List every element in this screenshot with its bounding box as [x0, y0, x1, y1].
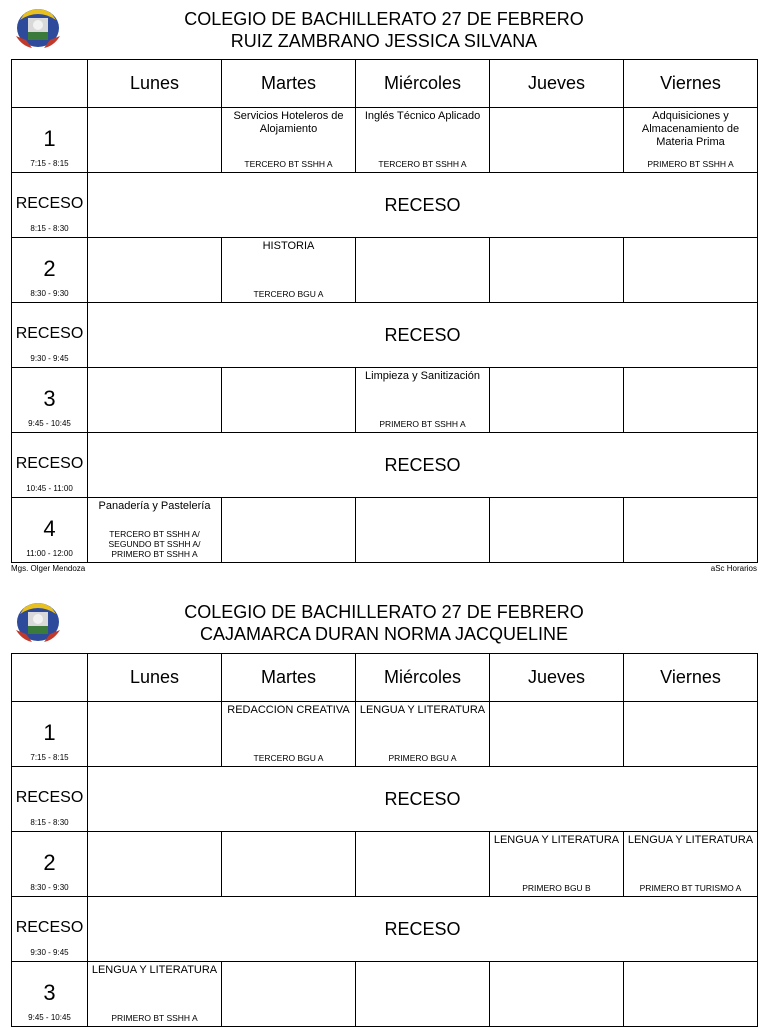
- subject: HISTORIA: [262, 240, 315, 252]
- group: PRIMERO BT TURISMO A: [639, 883, 742, 893]
- subject: Adquisiciones y Almacenamiento de Materia Prima: [641, 110, 740, 148]
- lesson-cell: [222, 368, 356, 433]
- lesson-cell: [624, 962, 758, 1027]
- period-number: 3: [43, 980, 56, 1005]
- day-header-miercoles: Miércoles: [356, 654, 490, 702]
- period-time: 9:45 - 10:45: [28, 1013, 71, 1022]
- period-number: 3: [43, 386, 56, 411]
- lesson-cell: [490, 832, 624, 897]
- subject: Servicios Hoteleros de Alojamiento: [233, 110, 344, 135]
- subject: REDACCION CREATIVA: [227, 704, 350, 716]
- day-header-viernes: Viernes: [624, 60, 758, 108]
- recess-label: RECESO: [15, 919, 84, 936]
- lesson-cell: [356, 498, 490, 563]
- day-header-lunes: Lunes: [88, 60, 222, 108]
- recess-banner: RECESO: [88, 897, 758, 962]
- period-cell: [12, 238, 88, 303]
- period-cell: [12, 108, 88, 173]
- lesson-cell: [356, 108, 490, 173]
- period-time: 7:15 - 8:15: [30, 159, 69, 168]
- subject: LENGUA Y LITERATURA: [627, 834, 754, 846]
- day-header-jueves: Jueves: [490, 60, 624, 108]
- day-header-jueves: Jueves: [490, 654, 624, 702]
- lesson-cell: [490, 498, 624, 563]
- period-number: 2: [43, 850, 56, 875]
- recess-banner: RECESO: [88, 433, 758, 498]
- lesson-cell: [356, 368, 490, 433]
- lesson-cell: [222, 108, 356, 173]
- subject: LENGUA Y LITERATURA: [493, 834, 620, 846]
- recess-banner: RECESO: [88, 303, 758, 368]
- timetable: [11, 59, 758, 563]
- lesson-cell: [88, 108, 222, 173]
- lesson-cell: [624, 702, 758, 767]
- lesson-cell: [222, 832, 356, 897]
- recess-cell: [12, 303, 88, 368]
- lesson-cell: [624, 108, 758, 173]
- teacher-name: CAJAMARCA DURAN NORMA JACQUELINE: [199, 624, 569, 644]
- lesson-cell: [222, 498, 356, 563]
- footer-software: aSc Horarios: [710, 564, 757, 573]
- lesson-cell: [624, 832, 758, 897]
- corner-cell: [12, 60, 88, 108]
- period-time: 7:15 - 8:15: [30, 753, 69, 762]
- period-number: 4: [43, 516, 56, 541]
- lesson-cell: [88, 498, 222, 563]
- lesson-cell: [88, 962, 222, 1027]
- teacher-name: RUIZ ZAMBRANO JESSICA SILVANA: [230, 31, 538, 51]
- recess-time: 8:15 - 8:30: [30, 224, 69, 233]
- day-header-viernes: Viernes: [624, 654, 758, 702]
- footer-author: Mgs. Olger Mendoza: [11, 564, 86, 573]
- group: TERCERO BT SSHH A/ SEGUNDO BT SSHH A/ PRIMERO BT SSHH A: [108, 529, 201, 559]
- group: PRIMERO BGU B: [522, 883, 591, 893]
- lesson-cell: [490, 962, 624, 1027]
- lesson-cell: [88, 832, 222, 897]
- lesson-cell: [222, 962, 356, 1027]
- recess-banner: RECESO: [88, 767, 758, 832]
- recess-cell: [12, 433, 88, 498]
- recess-time: 8:15 - 8:30: [30, 818, 69, 827]
- group: PRIMERO BT SSHH A: [379, 419, 466, 429]
- lesson-cell: [356, 238, 490, 303]
- lesson-cell: [490, 238, 624, 303]
- day-header-miercoles: Miércoles: [356, 60, 490, 108]
- group: TERCERO BT SSHH A: [244, 159, 333, 169]
- period-cell: [12, 368, 88, 433]
- group: TERCERO BGU A: [253, 753, 324, 763]
- lesson-cell: [88, 702, 222, 767]
- recess-banner: RECESO: [88, 173, 758, 238]
- lesson-cell: [222, 702, 356, 767]
- recess-cell: [12, 767, 88, 832]
- recess-time: 9:30 - 9:45: [30, 354, 69, 363]
- subject: Inglés Técnico Aplicado: [364, 110, 481, 122]
- recess-cell: [12, 897, 88, 962]
- day-header-martes: Martes: [222, 60, 356, 108]
- day-header-lunes: Lunes: [88, 654, 222, 702]
- recess-label: RECESO: [15, 455, 84, 472]
- period-time: 8:30 - 9:30: [30, 883, 69, 892]
- day-header-martes: Martes: [222, 654, 356, 702]
- subject: LENGUA Y LITERATURA: [359, 704, 486, 716]
- corner-cell: [12, 654, 88, 702]
- recess-time: 9:30 - 9:45: [30, 948, 69, 957]
- group: PRIMERO BGU A: [388, 753, 457, 763]
- period-number: 1: [43, 720, 56, 745]
- lesson-cell: [624, 498, 758, 563]
- school-title: COLEGIO DE BACHILLERATO 27 DE FEBRERO: [184, 9, 584, 29]
- group: PRIMERO BT SSHH A: [111, 1013, 198, 1023]
- lesson-cell: [490, 702, 624, 767]
- subject: Panadería y Pastelería: [98, 500, 211, 512]
- period-cell: [12, 962, 88, 1027]
- timetable: [11, 653, 758, 1027]
- period-cell: [12, 702, 88, 767]
- group: PRIMERO BT SSHH A: [647, 159, 734, 169]
- lesson-cell: [222, 238, 356, 303]
- lesson-cell: [88, 368, 222, 433]
- lesson-cell: [356, 702, 490, 767]
- lesson-cell: [356, 832, 490, 897]
- period-cell: [12, 832, 88, 897]
- lesson-cell: [356, 962, 490, 1027]
- recess-cell: [12, 173, 88, 238]
- lesson-cell: [88, 238, 222, 303]
- lesson-cell: [624, 238, 758, 303]
- group: TERCERO BT SSHH A: [378, 159, 467, 169]
- recess-time: 10:45 - 11:00: [26, 484, 73, 493]
- period-cell: [12, 498, 88, 563]
- period-time: 8:30 - 9:30: [30, 289, 69, 298]
- recess-label: RECESO: [15, 195, 84, 212]
- period-time: 9:45 - 10:45: [28, 419, 71, 428]
- period-number: 2: [43, 256, 56, 281]
- lesson-cell: [490, 108, 624, 173]
- lesson-cell: [624, 368, 758, 433]
- recess-label: RECESO: [15, 325, 84, 342]
- school-title: COLEGIO DE BACHILLERATO 27 DE FEBRERO: [184, 602, 584, 622]
- recess-label: RECESO: [15, 789, 84, 806]
- period-number: 1: [43, 126, 56, 151]
- period-time: 11:00 - 12:00: [26, 549, 73, 558]
- subject: Limpieza y Sanitización: [365, 370, 480, 382]
- lesson-cell: [490, 368, 624, 433]
- group: TERCERO BGU A: [253, 289, 324, 299]
- subject: LENGUA Y LITERATURA: [91, 964, 218, 976]
